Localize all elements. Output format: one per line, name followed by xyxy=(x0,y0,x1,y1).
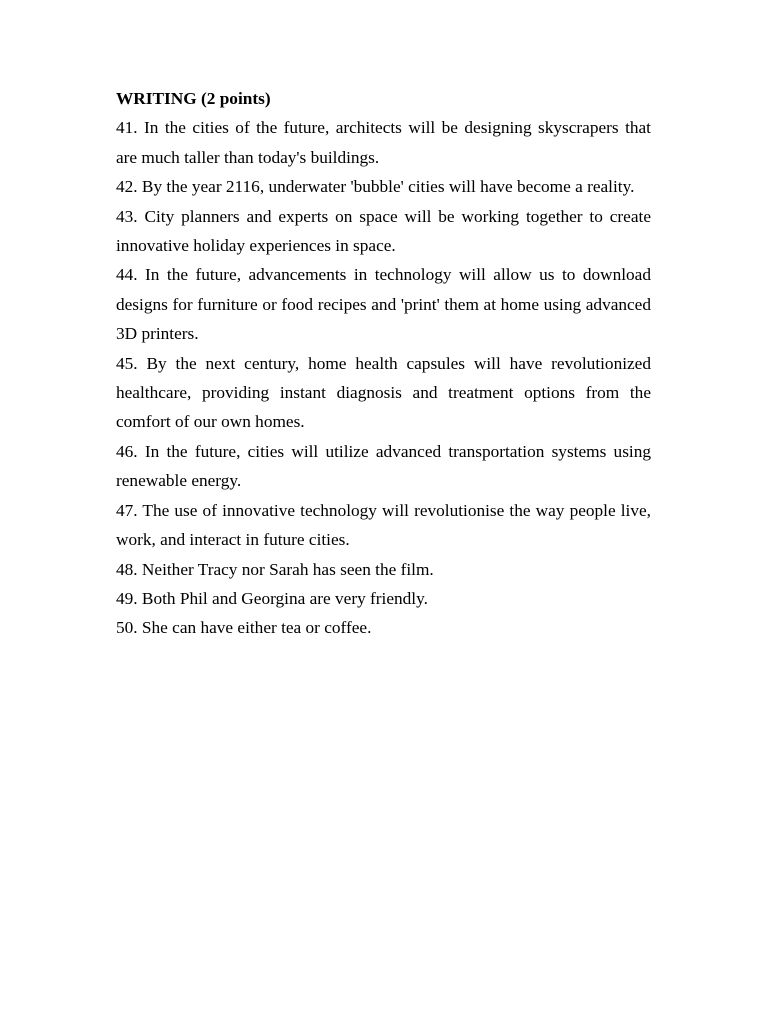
answer-item-50: 50. She can have either tea or coffee. xyxy=(116,618,372,638)
answer-item-45: 45. By the next century, home health capsules will have revolutionized healthcare, providing instant diagnosis and treatment options from the comfort of our own homes. xyxy=(116,353,651,432)
answer-item-48: 48. Neither Tracy nor Sarah has seen the film. xyxy=(116,559,434,579)
answer-item-41: 41. In the cities of the future, architects will be designing skyscrapers that are much taller than today's buildings. xyxy=(116,118,651,167)
answer-item-49: 49. Both Phil and Georgina are very friendly. xyxy=(116,588,428,608)
answer-item-44: 44. In the future, advancements in technology will allow us to download designs for furniture or food recipes and 'print' them at home using advanced 3D printers. xyxy=(116,265,651,344)
section-heading: WRITING (2 points) xyxy=(116,89,271,108)
answer-item-42: 42. By the year 2116, underwater 'bubble' cities will have become a reality. xyxy=(116,177,635,197)
answer-item-46: 46. In the future, cities will utilize advanced transportation systems using renewable energy. xyxy=(116,441,651,491)
answer-item-47: 47. The use of innovative technology will revolutionise the way people live, work, and interact in future cities. xyxy=(116,500,651,550)
document-page xyxy=(116,84,651,643)
answer-item-43: 43. City planners and experts on space will be working together to create innovative holiday experiences in space. xyxy=(116,206,651,256)
